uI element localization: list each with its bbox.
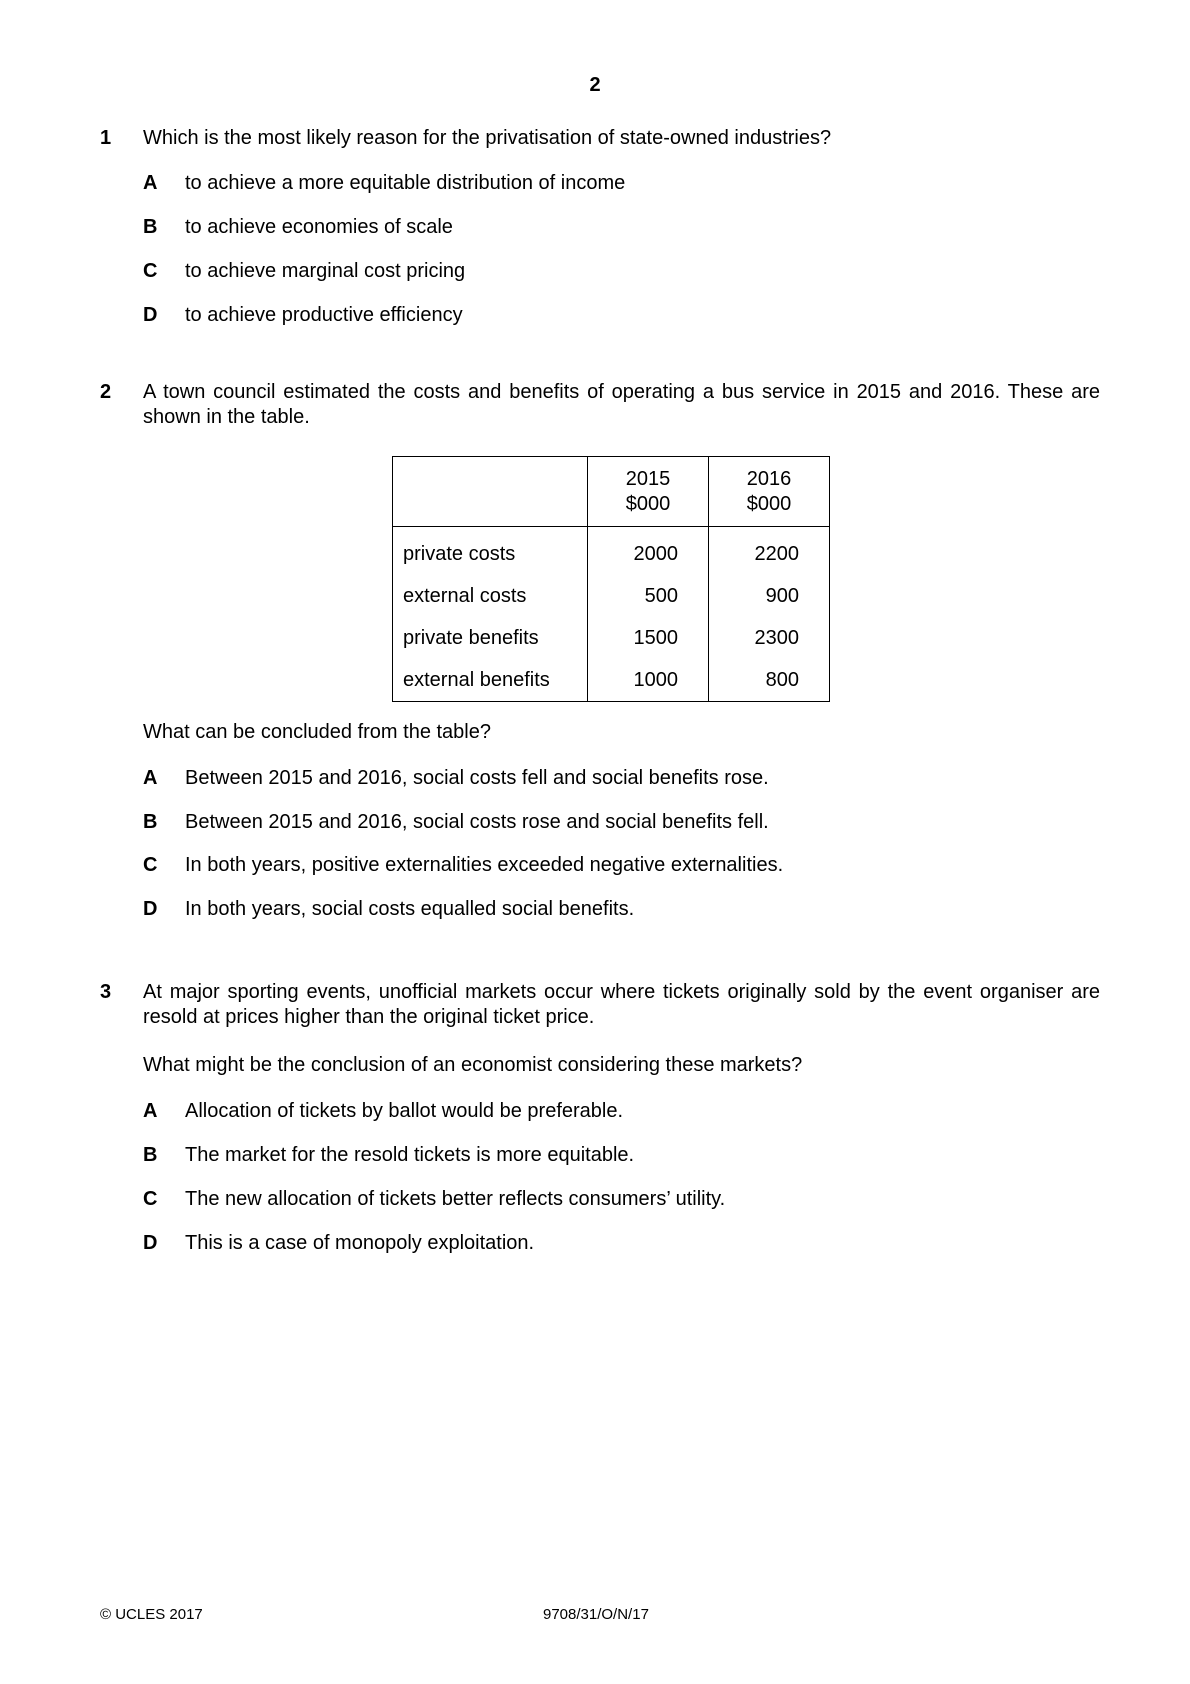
table-header-row	[393, 457, 830, 527]
page-number: 2	[589, 74, 601, 96]
table-row	[393, 527, 830, 576]
question-2-continued	[100, 720, 1100, 941]
table-row	[393, 659, 830, 702]
option-text: to achieve economies of scale	[185, 216, 453, 238]
option-letter: D	[143, 1232, 158, 1254]
table-header-cell	[393, 457, 588, 527]
answer-options	[143, 1099, 1100, 1256]
table-header-cell	[588, 457, 709, 527]
cell-2016: 2300	[709, 617, 830, 659]
cell-2015: 1500	[588, 617, 709, 659]
question-2	[100, 380, 1100, 430]
answer-options	[143, 766, 1100, 922]
footer-copyright: © UCLES 2017	[100, 1606, 203, 1623]
option-letter: D	[143, 304, 158, 326]
option-text: The new allocation of tickets better reflects consumers’ utility.	[185, 1188, 726, 1210]
cell-2016: 2200	[709, 527, 830, 576]
option-text: to achieve productive efficiency	[185, 304, 463, 326]
answer-options	[143, 171, 1100, 328]
question-3	[100, 980, 1100, 1275]
question-number: 3	[100, 981, 112, 1003]
question-stem: At major sporting events, unofficial markets occur where tickets originally sold by the event organiser are resold at prices higher than the original ticket price.	[143, 981, 1100, 1028]
option-letter: D	[143, 898, 158, 920]
option-text: Allocation of tickets by ballot would be preferable.	[185, 1100, 624, 1122]
option-letter: B	[143, 1144, 158, 1166]
cost-benefit-table	[392, 456, 830, 702]
option-letter: A	[143, 172, 158, 194]
option-d[interactable]	[143, 1231, 1100, 1256]
option-letter: B	[143, 811, 158, 833]
question-number: 1	[100, 127, 112, 149]
question-stem: Which is the most likely reason for the privatisation of state-owned industries?	[143, 127, 832, 149]
cell-2015: 2000	[588, 527, 709, 576]
option-a[interactable]	[143, 1099, 1100, 1124]
option-letter: C	[143, 1188, 158, 1210]
table-row	[393, 575, 830, 617]
option-a[interactable]	[143, 766, 1100, 791]
header-unit: $000	[625, 492, 671, 515]
cell-2016: 800	[709, 659, 830, 702]
header-year: 2015	[625, 467, 671, 490]
option-d[interactable]	[143, 303, 1100, 328]
option-text: In both years, social costs equalled social benefits.	[185, 898, 635, 920]
question-1	[100, 126, 1100, 347]
option-b[interactable]	[143, 810, 1100, 835]
option-a[interactable]	[143, 171, 1100, 196]
question-prompt: What might be the conclusion of an economist considering these markets?	[143, 1054, 803, 1076]
option-text: This is a case of monopoly exploitation.	[185, 1232, 535, 1254]
option-c[interactable]	[143, 853, 1100, 878]
option-c[interactable]	[143, 1187, 1100, 1212]
option-letter: C	[143, 260, 158, 282]
table-row	[393, 617, 830, 659]
option-text: to achieve marginal cost pricing	[185, 260, 466, 282]
option-letter: A	[143, 1100, 158, 1122]
option-b[interactable]	[143, 215, 1100, 240]
question-stem: A town council estimated the costs and benefits of operating a bus service in 2015 and 2016. These are shown in the table.	[143, 381, 1100, 428]
option-c[interactable]	[143, 259, 1100, 284]
header-unit: $000	[746, 492, 792, 515]
option-b[interactable]	[143, 1143, 1100, 1168]
table-header-cell	[709, 457, 830, 527]
option-text: The market for the resold tickets is more equitable.	[185, 1144, 635, 1166]
row-label: private benefits	[393, 617, 588, 659]
row-label: private costs	[393, 527, 588, 576]
question-number: 2	[100, 381, 112, 403]
footer-paper-code: 9708/31/O/N/17	[543, 1606, 649, 1623]
option-d[interactable]	[143, 897, 1100, 922]
cell-2015: 500	[588, 575, 709, 617]
option-letter: B	[143, 216, 158, 238]
option-text: Between 2015 and 2016, social costs rose and social benefits fell.	[185, 811, 769, 833]
option-letter: C	[143, 854, 158, 876]
row-label: external costs	[393, 575, 588, 617]
option-letter: A	[143, 767, 158, 789]
option-text: to achieve a more equitable distribution of income	[185, 172, 626, 194]
question-prompt: What can be concluded from the table?	[143, 721, 491, 743]
cell-2015: 1000	[588, 659, 709, 702]
row-label: external benefits	[393, 659, 588, 702]
cell-2016: 900	[709, 575, 830, 617]
option-text: In both years, positive externalities exceeded negative externalities.	[185, 854, 784, 876]
header-year: 2016	[746, 467, 792, 490]
option-text: Between 2015 and 2016, social costs fell and social benefits rose.	[185, 767, 769, 789]
